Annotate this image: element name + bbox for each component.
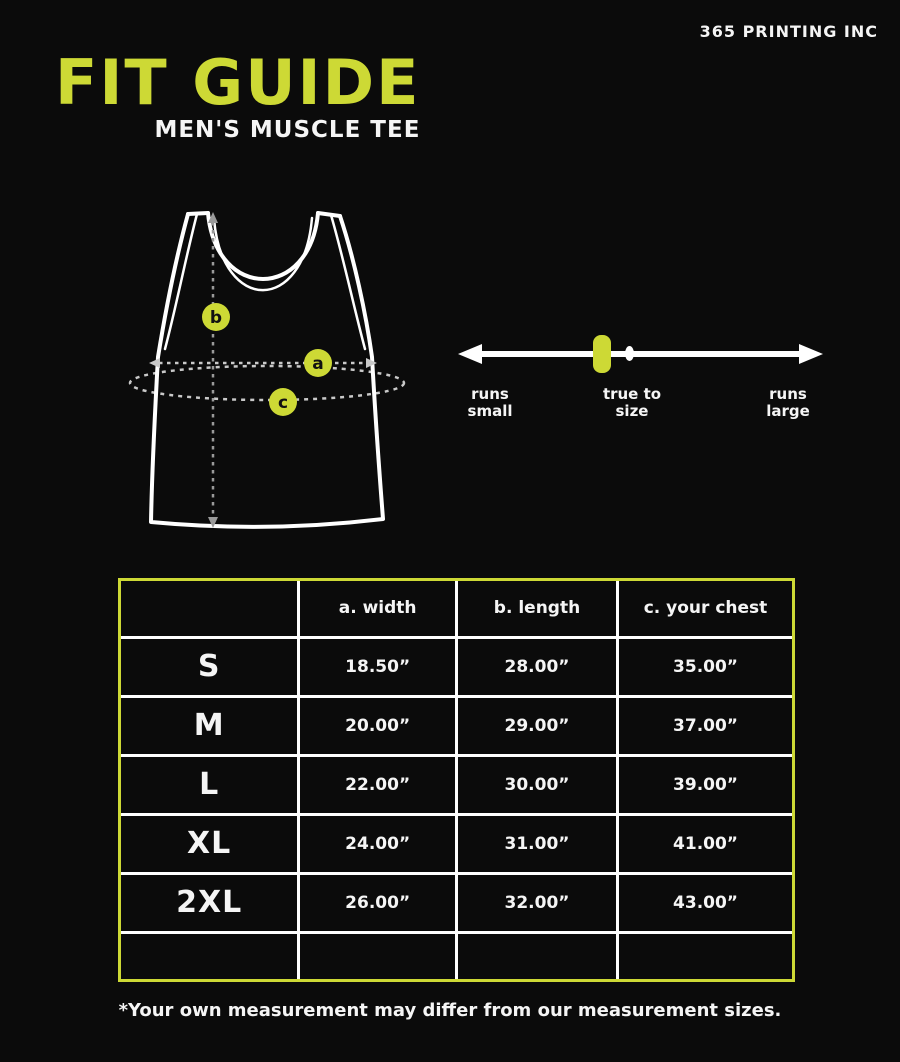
page-title: FIT GUIDE	[55, 46, 421, 119]
length-value: 30.00”	[456, 755, 617, 814]
length-value: 28.00”	[456, 637, 617, 696]
table-row-2xl	[121, 873, 792, 932]
table-row-empty	[121, 932, 792, 979]
scale-labels	[458, 386, 823, 426]
chest-value: 37.00”	[618, 696, 792, 755]
chest-ellipse	[130, 366, 404, 400]
header-chest: c. your chest	[618, 581, 792, 637]
marker-c-label: c	[277, 393, 289, 413]
chest-value: 39.00”	[618, 755, 792, 814]
chest-value: 43.00”	[618, 873, 792, 932]
length-value: 29.00”	[456, 696, 617, 755]
page-subtitle: MEN'S MUSCLE TEE	[154, 117, 421, 144]
size-label: S	[121, 637, 299, 696]
length-value: 32.00”	[456, 873, 617, 932]
table-row-xl	[121, 814, 792, 873]
scale-marker-pill	[593, 335, 611, 373]
marker-b-label: b	[209, 308, 223, 328]
table-row-s	[121, 637, 792, 696]
title-block	[55, 46, 421, 144]
shirt-trim-lines	[165, 214, 365, 349]
size-label: M	[121, 696, 299, 755]
header-width: a. width	[299, 581, 457, 637]
scale-center-dot	[625, 346, 634, 361]
size-chart	[118, 578, 795, 982]
chest-value: 35.00”	[618, 637, 792, 696]
size-label: XL	[121, 814, 299, 873]
width-value: 18.50”	[299, 637, 457, 696]
size-label: L	[121, 755, 299, 814]
header-length: b. length	[456, 581, 617, 637]
table-row-m	[121, 696, 792, 755]
width-value: 26.00”	[299, 873, 457, 932]
marker-c	[269, 388, 297, 416]
marker-a-label: a	[312, 354, 324, 374]
width-value: 22.00”	[299, 755, 457, 814]
brand-text: 365 PRINTING INC	[699, 22, 878, 41]
width-value: 24.00”	[299, 814, 457, 873]
footnote: *Your own measurement may differ from our measurement sizes.	[118, 1000, 782, 1021]
scale-label-runs-small: runs small	[467, 385, 513, 420]
fit-scale	[458, 330, 823, 430]
table-row-l	[121, 755, 792, 814]
marker-a	[304, 349, 332, 377]
length-arrow	[208, 212, 218, 528]
scale-line	[472, 351, 809, 357]
muscle-tee-diagram	[118, 196, 408, 541]
width-value: 20.00”	[299, 696, 457, 755]
header-size-cell	[121, 581, 299, 637]
length-value: 31.00”	[456, 814, 617, 873]
size-label: 2XL	[121, 873, 299, 932]
scale-right-arrow-icon	[799, 344, 823, 364]
size-chart-header-row	[121, 581, 792, 637]
marker-b	[202, 303, 230, 331]
scale-label-true-to-size: true to size	[602, 385, 662, 420]
scale-label-runs-large: runs large	[766, 385, 810, 420]
chest-value: 41.00”	[618, 814, 792, 873]
